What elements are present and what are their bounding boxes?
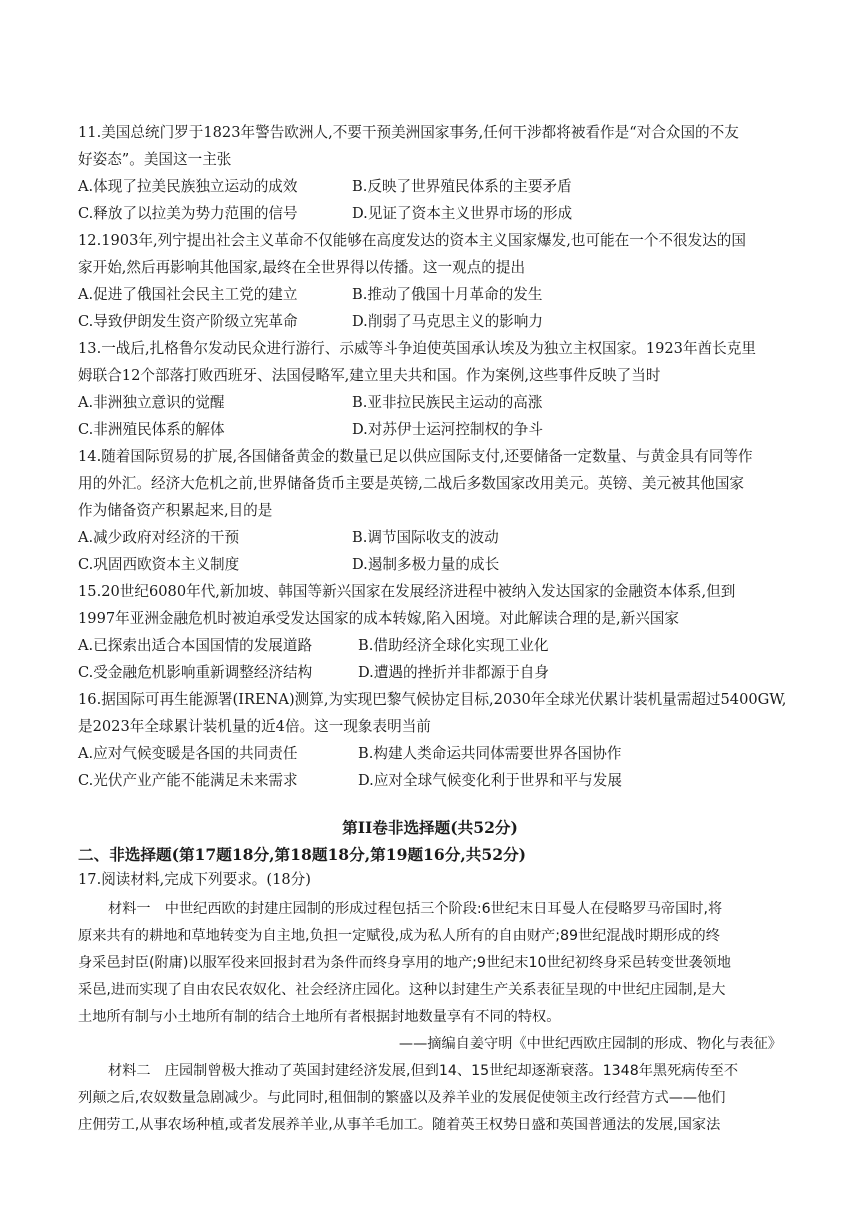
q11-option-c: C.释放了以拉美为势力范围的信号 (78, 205, 298, 222)
q11-stem-line1: 11.美国总统门罗于1823年警告欧洲人,不要干预美洲国家事务,任何干涉都将被看作是“对合众国的不友 (78, 124, 739, 141)
q13-option-c: C.非洲殖民体系的解体 (78, 421, 225, 438)
q11-option-d: D.见证了资本主义世界市场的形成 (352, 205, 573, 222)
q17-material1-line4: 采邑,进而实现了自由农民农奴化、社会经济庄园化。这种以封建生产关系表征呈现的中世纪庄园制,是大 (78, 982, 726, 998)
q11-stem-line2: 好姿态”。美国这一主张 (78, 151, 232, 168)
q17-material1-line2: 原来共有的耕地和草地转变为自主地,负担一定赋役,成为私人所有的自由财产;89世纪混战时期形成的终 (78, 928, 720, 944)
q11-option-b: B.反映了世界殖民体系的主要矛盾 (352, 178, 572, 195)
q17-material2-line2: 列颠之后,农奴数量急剧减少。与此同时,租佃制的繁盛以及养羊业的发展促使领主改行经营方式——他们 (78, 1090, 726, 1106)
q13-stem-line2: 姆联合12个部落打败西班牙、法国侵略军,建立里夫共和国。作为案例,这些事件反映了当时 (78, 367, 661, 384)
q12-option-a: A.促进了俄国社会民主工党的建立 (78, 286, 298, 303)
q12-stem-line1: 12.1903年,列宁提出社会主义革命不仅能够在高度发达的资本主义国家爆发,也可能在一个不很发达的国 (78, 232, 746, 249)
q16-option-a: A.应对气候变暖是各国的共同责任 (78, 745, 298, 762)
q11-option-a: A.体现了拉美民族独立运动的成效 (78, 178, 298, 195)
q17-material2-line3: 庄佣劳工,从事农场种植,或者发展养羊业,从事羊毛加工。随着英王权势日盛和英国普通法的发展,国家法 (78, 1117, 721, 1133)
q14-stem-line2: 用的外汇。经济大危机之前,世界储备货币主要是英镑,二战后多数国家改用美元。英镑、美元被其他国家 (78, 475, 745, 492)
q14-option-d: D.遏制多极力量的成长 (352, 556, 500, 573)
q15-stem-line1: 15.20世纪6080年代,新加坡、韩国等新兴国家在发展经济进程中被纳入发达国家的金融资本体系,但到 (78, 583, 736, 600)
q15-option-c: C.受金融危机影响重新调整经济结构 (78, 664, 313, 681)
q16-option-d: D.应对全球气候变化利于世界和平与发展 (358, 772, 622, 789)
q16-option-c: C.光伏产业产能不能满足未来需求 (78, 772, 298, 789)
q13-option-a: A.非洲独立意识的觉醒 (78, 394, 225, 411)
q17-material1-line3: 身采邑封臣(附庸)以服军役来回报封君为条件而终身享用的地产;9世纪末10世纪初终身采邑转变世袭领地 (78, 955, 731, 971)
q16-stem-line1: 16.据国际可再生能源署(IRENA)测算,为实现巴黎气候协定目标,2030年全球光伏累计装机量需超过5400GW, (78, 691, 787, 708)
q15-option-a: A.已探索出适合本国国情的发展道路 (78, 637, 313, 654)
q17-stem: 17.阅读材料,完成下列要求。(18分) (78, 871, 311, 888)
q12-option-c: C.导致伊朗发生资产阶级立宪革命 (78, 313, 298, 330)
q14-stem-line1: 14.随着国际贸易的扩展,各国储备黄金的数量已足以供应国际支付,还要储备一定数量、与黄金具有同等作 (78, 448, 753, 465)
section2-title: 二、非选择题(第17题18分,第18题18分,第19题16分,共52分) (78, 845, 527, 864)
q16-stem-line2: 是2023年全球累计装机量的近4倍。这一现象表明当前 (78, 718, 431, 735)
q12-option-b: B.推动了俄国十月革命的发生 (352, 286, 543, 303)
q14-stem-line3: 作为储备资产积累起来,目的是 (78, 502, 273, 519)
q14-option-a: A.减少政府对经济的干预 (78, 529, 240, 546)
q12-option-d: D.削弱了马克思主义的影响力 (352, 313, 543, 330)
q17-material1-line5: 土地所有制与小土地所有制的结合土地所有者根据封地数量享有不同的特权。 (78, 1009, 561, 1025)
q14-option-b: B.调节国际收支的波动 (352, 529, 499, 546)
part2-title: 第II卷非选择题(共52分) (342, 818, 518, 837)
q16-option-b: B.构建人类命运共同体需要世界各国协作 (358, 745, 622, 762)
q15-stem-line2: 1997年亚洲金融危机时被迫承受发达国家的成本转嫁,陷入困境。对此解读合理的是,新兴国家 (78, 610, 679, 627)
q13-stem-line1: 13.一战后,扎格鲁尔发动民众进行游行、示威等斗争迫使英国承认埃及为独立主权国家。1923年酋长克里 (78, 340, 756, 357)
q15-option-b: B.借助经济全球化实现工业化 (358, 637, 549, 654)
q12-stem-line2: 家开始,然后再影响其他国家,最终在全世界得以传播。这一观点的提出 (78, 259, 526, 276)
q17-material1-source: ——摘编自姜守明《中世纪西欧庄园制的形成、物化与表征》 (398, 1036, 782, 1052)
q14-option-c: C.巩固西欧资本主义制度 (78, 556, 240, 573)
q13-option-d: D.对苏伊士运河控制权的争斗 (352, 421, 543, 438)
q17-material1-line1: 材料一 中世纪西欧的封建庄园制的形成过程包括三个阶段:6世纪末日耳曼人在侵略罗马帝国时,将 (108, 901, 723, 917)
q13-option-b: B.亚非拉民族民主运动的高涨 (352, 394, 543, 411)
q15-option-d: D.遭遇的挫折并非都源于自身 (358, 664, 549, 681)
q17-material2-line1: 材料二 庄园制曾极大推动了英国封建经济发展,但到14、15世纪却逐渐衰落。1348年黑死病传至不 (108, 1063, 739, 1079)
